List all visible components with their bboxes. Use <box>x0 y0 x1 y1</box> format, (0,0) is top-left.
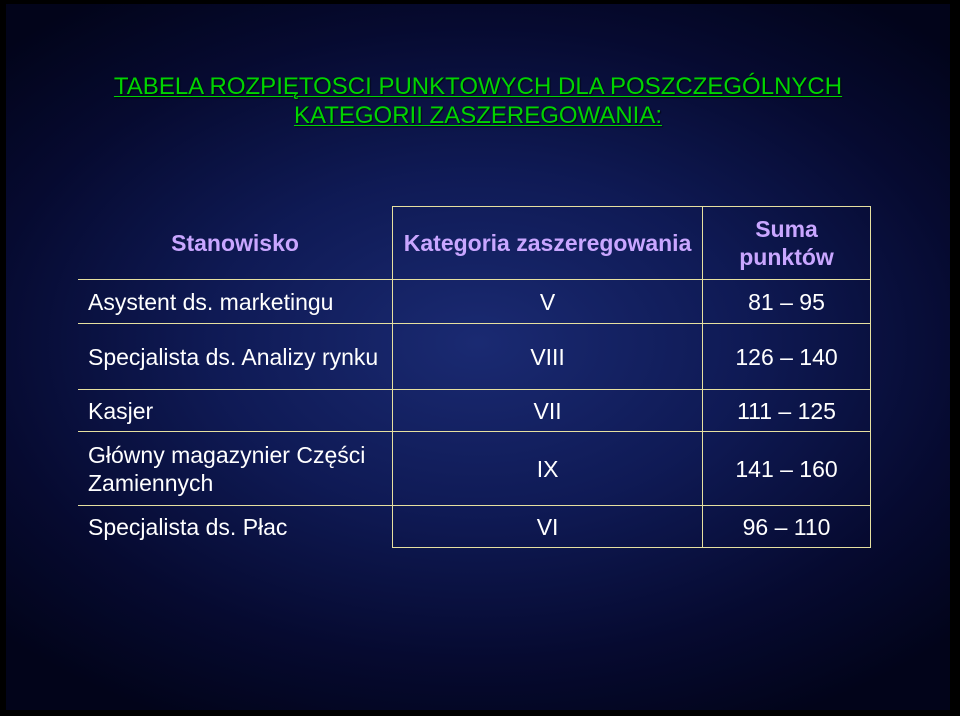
cell-position: Specjalista ds. Płac <box>78 506 393 548</box>
slide-title <box>6 72 950 130</box>
cell-position: Specjalista ds. Analizy rynku <box>78 324 393 390</box>
header-category: Kategoria zaszeregowania <box>393 207 703 280</box>
table-row <box>78 432 871 506</box>
cell-points: 141 – 160 <box>703 432 871 506</box>
table-row <box>78 390 871 432</box>
title-line-1: TABELA ROZPIĘTOSCI PUNKTOWYCH DLA POSZCZEGÓLNYCH <box>113 73 843 100</box>
cell-category: VI <box>393 506 703 548</box>
category-table <box>78 206 871 548</box>
cell-points: 96 – 110 <box>703 506 871 548</box>
cell-category: IX <box>393 432 703 506</box>
cell-points: 126 – 140 <box>703 324 871 390</box>
header-points: Suma punktów <box>703 207 871 280</box>
table-row <box>78 280 871 324</box>
slide <box>6 4 950 710</box>
table-row <box>78 506 871 548</box>
cell-category: V <box>393 280 703 324</box>
cell-points: 111 – 125 <box>703 390 871 432</box>
cell-position: Główny magazynier Części Zamiennych <box>78 432 393 506</box>
cell-category: VII <box>393 390 703 432</box>
cell-position: Kasjer <box>78 390 393 432</box>
cell-position: Asystent ds. marketingu <box>78 280 393 324</box>
table-header-row <box>78 207 871 280</box>
table-row <box>78 324 871 390</box>
cell-points: 81 – 95 <box>703 280 871 324</box>
title-line-2: KATEGORII ZASZEREGOWANIA: <box>293 102 663 129</box>
header-position: Stanowisko <box>78 207 393 280</box>
cell-category: VIII <box>393 324 703 390</box>
